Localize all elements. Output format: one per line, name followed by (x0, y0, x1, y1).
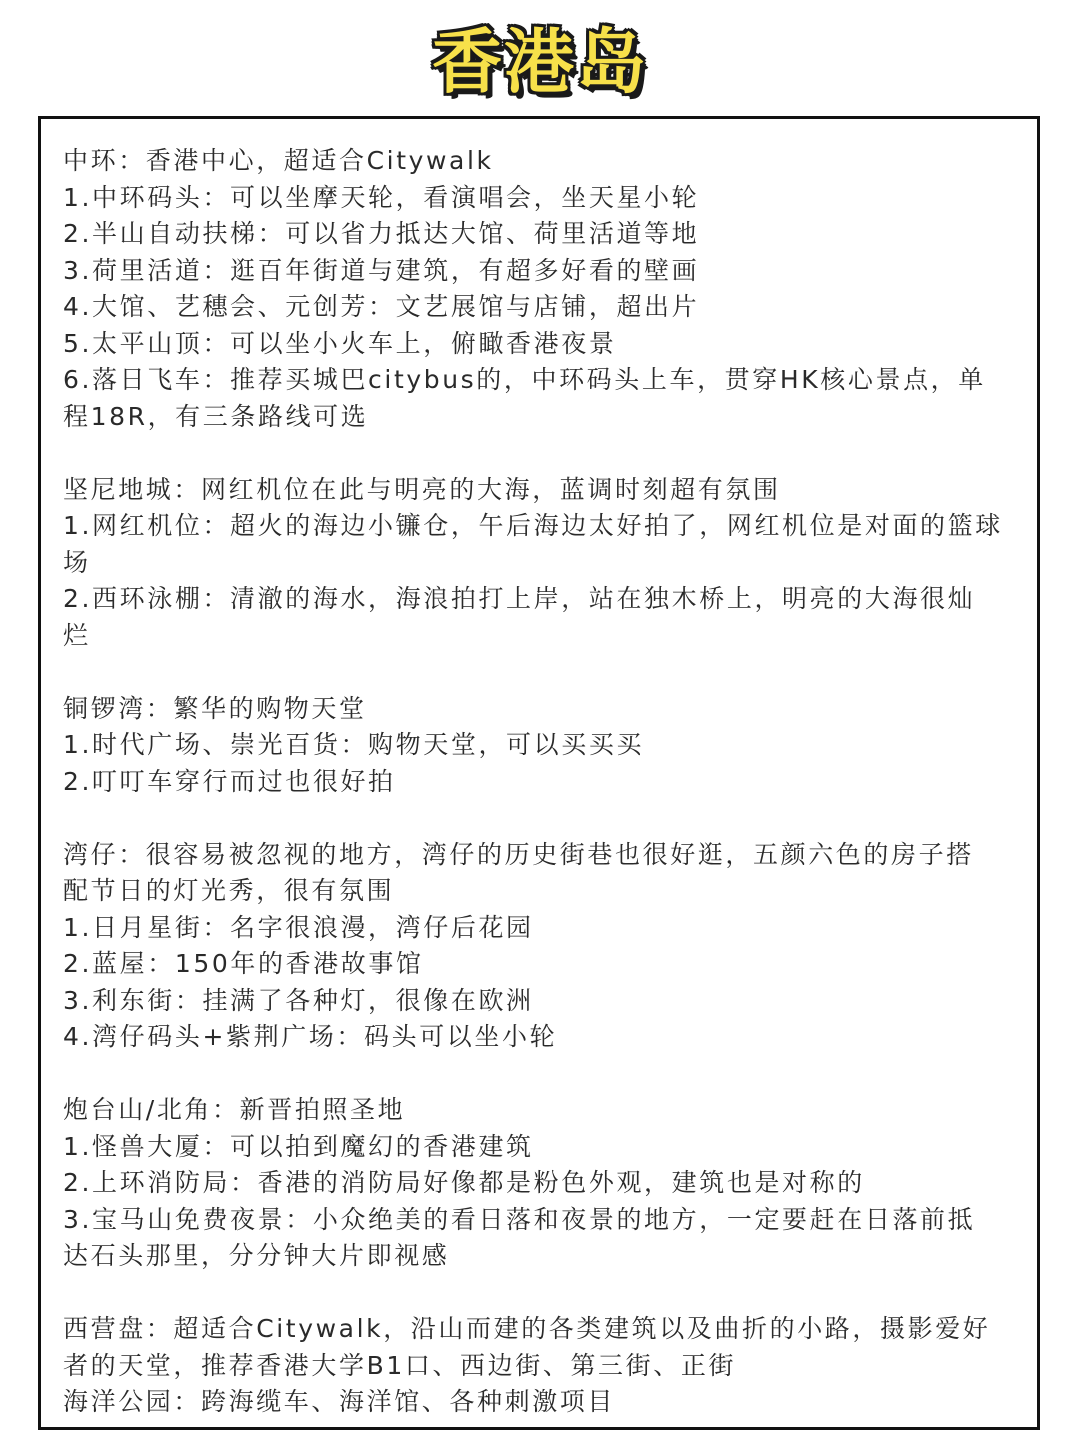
section-heading: 铜锣湾：繁华的购物天堂 (63, 693, 367, 723)
list-item: 2.西环泳棚：清澈的海水，海浪拍打上岸，站在独木桥上，明亮的大海很灿 (63, 584, 976, 613)
page-title: 香港岛 (432, 21, 648, 103)
list-item-continued: 烂 (63, 620, 91, 650)
section-central (63, 143, 1015, 435)
section-wan-chai (63, 837, 1015, 1056)
section-heading: 炮台山/北角：新晋拍照圣地 (63, 1095, 406, 1124)
title-banner (0, 14, 1080, 110)
list-item: 1.怪兽大厦：可以拍到魔幻的香港建筑 (63, 1131, 534, 1161)
list-item-continued: 程18R，有三条路线可选 (63, 401, 369, 431)
list-item-continued: 达石头那里，分分钟大片即视感 (63, 1241, 450, 1270)
list-item: 2.半山自动扶梯：可以省力抵达大馆、荷里活道等地 (63, 219, 700, 248)
list-item: 1.时代广场、崇光百货：购物天堂，可以买买买 (63, 730, 645, 759)
section-heading: 湾仔：很容易被忽视的地方，湾仔的历史街巷也很好逛，五颜六色的房子搭 (63, 839, 974, 869)
content-box (38, 116, 1040, 1430)
list-item: 1.中环码头：可以坐摩天轮，看演唱会，坐天星小轮 (63, 182, 700, 212)
list-item: 4.大馆、艺穗会、元创芳：文艺展馆与店铺，超出片 (63, 292, 700, 321)
list-item: 4.湾仔码头+紫荆广场：码头可以坐小轮 (63, 1022, 558, 1051)
section-fortress-hill-north-point (63, 1092, 1015, 1275)
list-item: 1.日月星街：名字很浪漫，湾仔后花园 (63, 912, 534, 942)
section-heading: 坚尼地城：网红机位在此与明亮的大海，蓝调时刻超有氛围 (63, 474, 781, 504)
list-item: 6.落日飞车：推荐买城巴citybus的，中环码头上车，贯穿HK核心景点，单 (63, 365, 986, 394)
section-causeway-bay (63, 691, 1015, 801)
section-heading: 中环：香港中心，超适合Citywalk (63, 146, 494, 175)
list-item: 5.太平山顶：可以坐小火车上，俯瞰香港夜景 (63, 328, 617, 358)
section-sai-ying-pun-ocean-park (63, 1311, 1015, 1421)
list-item: 3.利东街：挂满了各种灯，很像在欧洲 (63, 985, 534, 1015)
section-kennedy-town (63, 472, 1015, 655)
section-heading-continued: 者的天堂，推荐香港大学B1口、西边街、第三街、正街 (63, 1350, 737, 1380)
section-heading-continued: 配节日的灯光秀，很有氛围 (63, 876, 395, 905)
list-item: 3.荷里活道：逛百年街道与建筑，有超多好看的壁画 (63, 255, 700, 285)
section-heading: 海洋公园：跨海缆车、海洋馆、各种刺激项目 (63, 1387, 616, 1416)
list-item: 3.宝马山免费夜景：小众绝美的看日落和夜景的地方，一定要赶在日落前抵 (63, 1204, 976, 1234)
section-heading: 西营盘：超适合Citywalk，沿山而建的各类建筑以及曲折的小路，摄影爱好 (63, 1314, 991, 1343)
list-item: 2.叮叮车穿行而过也很好拍 (63, 766, 396, 796)
list-item: 2.上环消防局：香港的消防局好像都是粉色外观，建筑也是对称的 (63, 1168, 865, 1197)
list-item-continued: 场 (63, 547, 91, 577)
list-item: 2.蓝屋：150年的香港故事馆 (63, 949, 424, 978)
list-item: 1.网红机位：超火的海边小镰仓，午后海边太好拍了，网红机位是对面的篮球 (63, 511, 1003, 540)
